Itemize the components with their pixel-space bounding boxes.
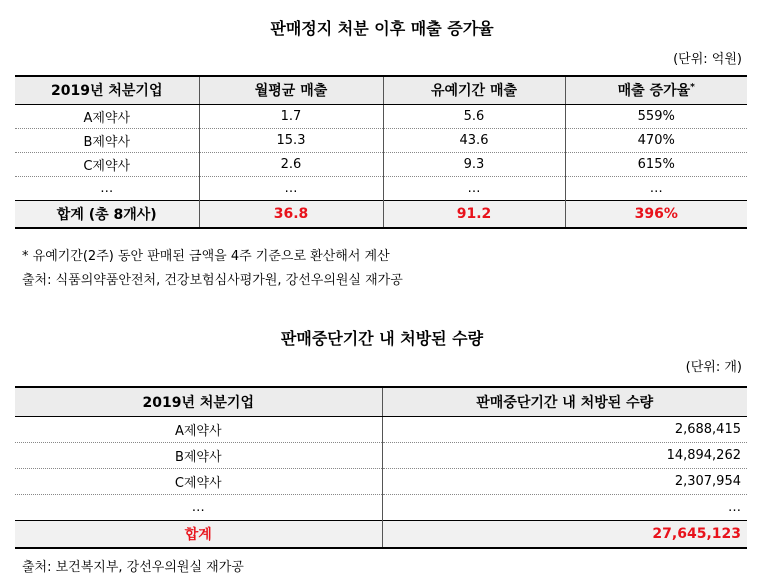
total-grace: 91.2 — [383, 200, 565, 228]
cell-company: … — [15, 494, 382, 520]
total-label: 합계 (총 8개사) — [15, 200, 199, 228]
table2-unit: (단위: 개) — [685, 360, 742, 375]
cell-growth: 615% — [565, 152, 747, 176]
cell-grace: 5.6 — [383, 104, 565, 128]
cell-grace: 43.6 — [383, 128, 565, 152]
table-row — [15, 468, 747, 494]
total-label: 합계 — [15, 520, 382, 548]
total-quantity: 27,645,123 — [382, 520, 747, 548]
cell-company: A제약사 — [15, 416, 382, 442]
header-grace-sales: 유예기간 매출 — [383, 76, 565, 104]
cell-monthly: 15.3 — [199, 128, 383, 152]
total-monthly: 36.8 — [199, 200, 383, 228]
total-growth: 396% — [565, 200, 747, 228]
cell-company: C제약사 — [15, 152, 199, 176]
header-quantity: 판매중단기간 내 처방된 수량 — [382, 387, 747, 416]
table-row — [15, 416, 747, 442]
table-row — [15, 152, 747, 176]
table2-source: 출처: 보건복지부, 강선우의원실 재가공 — [22, 560, 244, 575]
table1-title: 판매정지 처분 이후 매출 증가율 — [270, 19, 494, 38]
total-row — [15, 200, 747, 228]
cell-company: C제약사 — [15, 468, 382, 494]
table1-source: 출처: 식품의약품안전처, 건강보험심사평가원, 강선우의원실 재가공 — [22, 273, 403, 288]
header-company: 2019년 처분기업 — [15, 387, 382, 416]
table-row — [15, 494, 747, 520]
cell-company: … — [15, 176, 199, 200]
table1-unit: (단위: 억원) — [673, 52, 742, 67]
prescription-quantity-table — [15, 386, 747, 549]
footnote-marker: * — [690, 82, 695, 93]
cell-company: B제약사 — [15, 442, 382, 468]
total-row — [15, 520, 747, 548]
table-row — [15, 442, 747, 468]
cell-grace: … — [383, 176, 565, 200]
cell-monthly: 2.6 — [199, 152, 383, 176]
table-row — [15, 176, 747, 200]
cell-quantity: 14,894,262 — [382, 442, 747, 468]
table1-footnote: * 유예기간(2주) 동안 판매된 금액을 4주 기준으로 환산해서 계산 — [22, 249, 390, 264]
cell-company: A제약사 — [15, 104, 199, 128]
table2-title: 판매중단기간 내 처방된 수량 — [280, 329, 484, 348]
cell-monthly: 1.7 — [199, 104, 383, 128]
cell-quantity: 2,688,415 — [382, 416, 747, 442]
header-growth-label: 매출 증가율 — [617, 83, 691, 100]
cell-growth: 559% — [565, 104, 747, 128]
table-header-row — [15, 387, 747, 416]
table-header-row — [15, 76, 747, 104]
cell-grace: 9.3 — [383, 152, 565, 176]
table-row — [15, 128, 747, 152]
cell-growth: 470% — [565, 128, 747, 152]
sales-growth-table — [15, 75, 747, 229]
header-growth-rate — [565, 76, 747, 104]
cell-monthly: … — [199, 176, 383, 200]
header-company: 2019년 처분기업 — [15, 76, 199, 104]
cell-company: B제약사 — [15, 128, 199, 152]
cell-quantity: … — [382, 494, 747, 520]
table-row — [15, 104, 747, 128]
header-monthly-sales: 월평균 매출 — [199, 76, 383, 104]
cell-growth: … — [565, 176, 747, 200]
cell-quantity: 2,307,954 — [382, 468, 747, 494]
